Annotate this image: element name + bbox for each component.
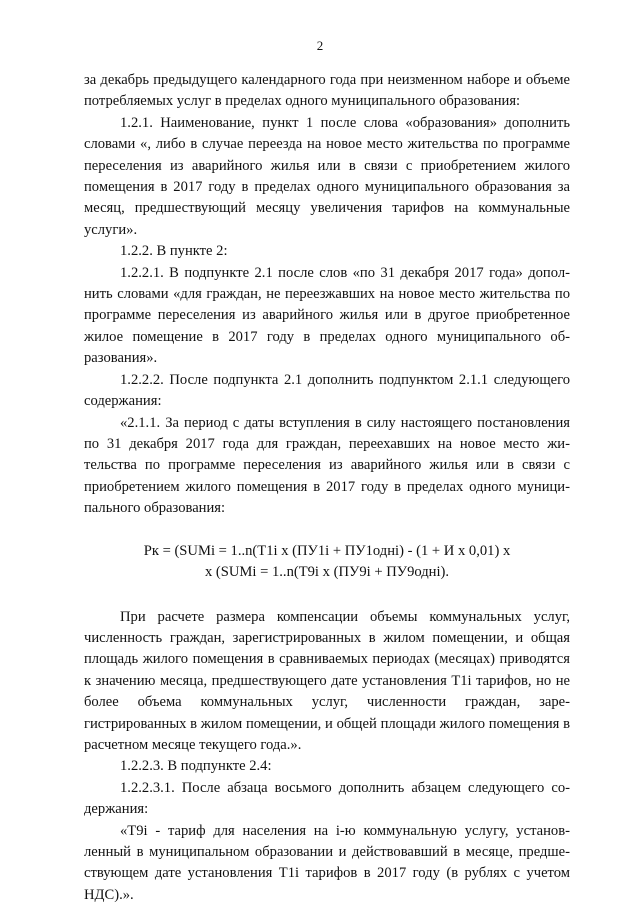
formula-line-1: Рк = (SUMi = 1..n(Т1i х (ПУ1i + ПУ1одні) - (1 + И х 0,01) х [143,542,511,559]
paragraph-calculation-note: При расчете размера компенсации объемы коммунальных услуг, численность граждан, зарегистрированных в жилом помещении, и общая площадь жилого помещения в сравниваемых периодах (месяцах) приводятся к значению месяца, предшествующего дате установления Т1i тарифов, но не более объема коммунальных услуг, численности граждан, зарегистрированных в жилом помещении, и общей площади жилого помещения в расчетном месяце текущего года.». [84,608,570,753]
paragraph-1-2-2: 1.2.2. В пункте 2: [120,243,228,260]
paragraph-2-1-1: «2.1.1. За период с даты вступления в силу настоящего постановления по 31 декабря 2017 года для граждан, переехавших на новое место жительства по программе переселения из аварийного жилья или в связи с приобретением жилого помещения в 2017 году в пределах одного муниципального образования: [84,414,570,517]
formula-line-2: х (SUMi = 1..n(Т9i х (ПУ9i + ПУ9одні). [204,563,450,580]
paragraph-1-2-2-3: 1.2.2.3. В подпункте 2.4: [120,758,272,775]
paragraph-1-2-2-2: 1.2.2.2. После подпункта 2.1 дополнить подпунктом 2.1.1 следующего содержания: [84,371,570,410]
compensation-formula [84,541,570,583]
document-body [84,70,570,906]
paragraph-continuation: за декабрь предыдущего календарного года при неизменном наборе и объеме потребляемых услуг в пределах одного муниципального образования: [84,72,570,110]
page-number: 2 [316,38,324,53]
paragraph-1-2-1: 1.2.1. Наименование, пункт 1 после слова «образования» дополнить словами «, либо в случае переезда на новое место жительства по программе переселения из аварийного жилья или в связи с приобретением жилого помещения в 2017 году в пределах одного муниципального образования за месяц, предшествующий месяцу увеличения тарифов на коммунальные услуги». [84,114,570,238]
paragraph-t9-definition: «Т9i - тариф для населения на i-ю коммунальную услугу, установленный в муниципальном образовании и действовавший в месяце, предшествующем дате установления Т1i тарифов в 2017 году (в рублях с учетом НДС).». [84,822,570,903]
paragraph-1-2-2-3-1: 1.2.2.3.1. После абзаца восьмого дополнить абзацем следующего содержания: [84,779,570,818]
paragraph-1-2-2-1: 1.2.2.1. В подпункте 2.1 после слов «по 31 декабря 2017 года» дополнить словами «для граждан, не переезжавших на новое место жительства по программе переселения из аварийного жилья или в другое приобретенное жилое помещение в 2017 году в пределах одного муниципального образования». [84,264,570,367]
